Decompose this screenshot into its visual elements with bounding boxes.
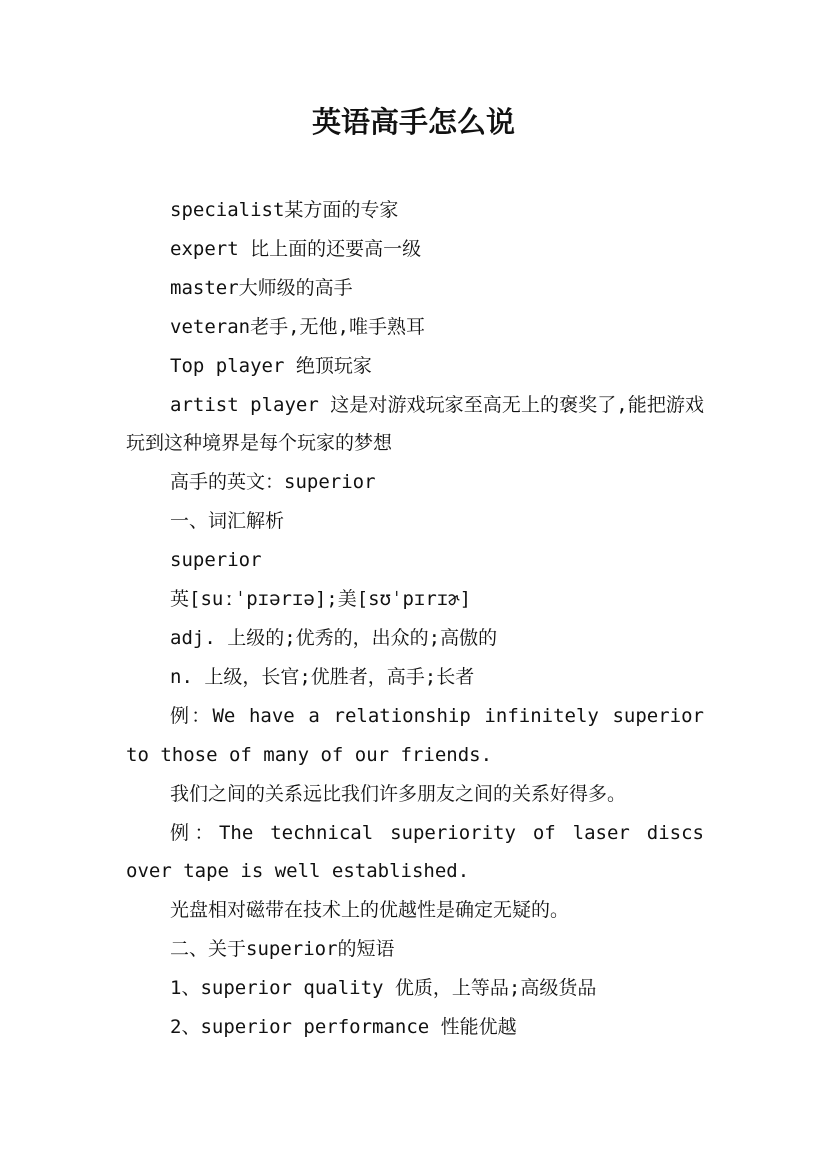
paragraph-veteran: veteran老手,无他,唯手熟耳 <box>170 315 425 338</box>
document-body <box>126 191 704 1047</box>
example-sentence-1: 例：We have a relationship infinitely superior to those of many of our friends. <box>126 704 704 766</box>
paragraph-adjective-meaning: adj. 上级的;优秀的，出众的;高傲的 <box>170 626 498 649</box>
paragraph-top-player: Top player 绝顶玩家 <box>170 354 372 377</box>
example-sentence-2: 例：The technical superiority of laser discs over tape is well established. <box>126 821 704 883</box>
example-translation-1: 我们之间的关系远比我们许多朋友之间的关系好得多。 <box>170 782 627 805</box>
paragraph-noun-meaning: n. 上级，长官;优胜者，高手;长者 <box>170 665 475 688</box>
document-title: 英语高手怎么说 <box>311 105 515 139</box>
paragraph-expert: expert 比上面的还要高一级 <box>170 237 422 260</box>
phrase-item-2: 2、superior performance 性能优越 <box>170 1016 517 1039</box>
phrase-item-1: 1、superior quality 优质，上等品;高级货品 <box>170 977 597 1000</box>
example-translation-2: 光盘相对磁带在技术上的优越性是确定无疑的。 <box>170 899 570 922</box>
paragraph-pronunciation: 英[suːˈpɪərɪə];美[sʊˈpɪrɪɚ] <box>170 588 472 611</box>
section-heading-phrases: 二、关于superior的短语 <box>170 938 395 961</box>
paragraph-master: master大师级的高手 <box>170 276 353 299</box>
paragraph-headword: superior <box>170 549 262 572</box>
paragraph-artist-player: artist player 这是对游戏玩家至高无上的褒奖了,能把游戏玩到这种境界是每个玩家的梦想 <box>126 393 704 455</box>
paragraph-superior-intro: 高手的英文：superior <box>170 471 376 494</box>
paragraph-specialist: specialist某方面的专家 <box>170 199 399 221</box>
section-heading-vocabulary: 一、词汇解析 <box>170 510 285 533</box>
